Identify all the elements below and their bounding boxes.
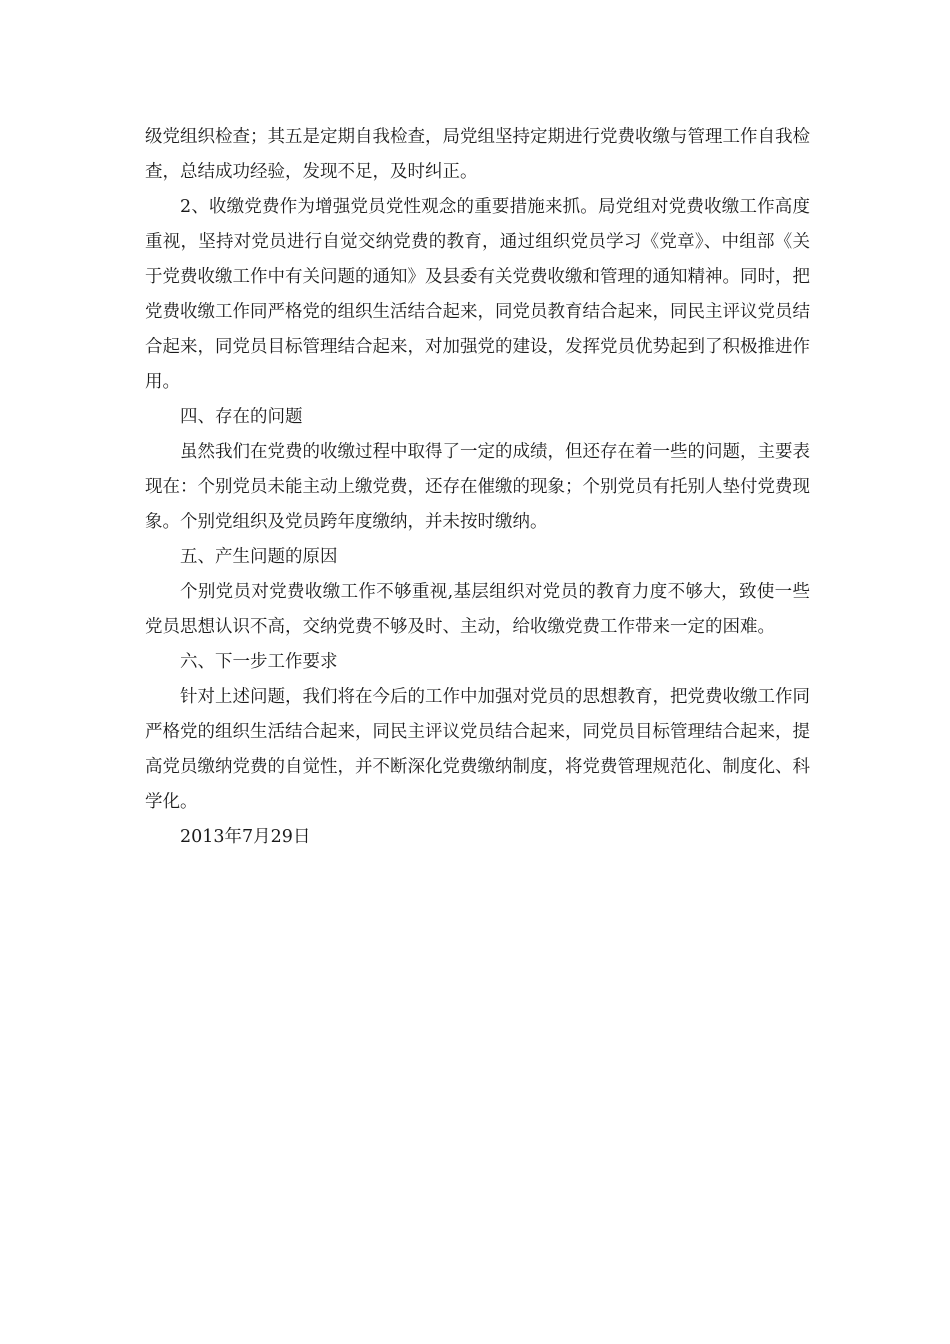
paragraph-problems: 虽然我们在党费的收缴过程中取得了一定的成绩，但还存在着一些的问题，主要表现在：个别党员未能主动上缴党费，还存在催缴的现象；个别党员有托别人垫付党费现象。个别党组织及党员跨年度缴纳，并未按时缴纳。 — [145, 442, 810, 532]
paragraph-next-steps: 针对上述问题，我们将在今后的工作中加强对党员的思想教育，把党费收缴工作同严格党的组织生活结合起来，同民主评议党员结合起来，同党员目标管理结合起来，提高党员缴纳党费的自觉性，并不断深化党费缴纳制度，将党费管理规范化、制度化、科学化。 — [145, 687, 810, 812]
paragraph-causes: 个别党员对党费收缴工作不够重视,基层组织对党员的教育力度不够大，致使一些党员思想认识不高，交纳党费不够及时、主动，给收缴党费工作带来一定的困难。 — [145, 582, 810, 637]
section-heading-next-steps: 六、下一步工作要求 — [180, 652, 338, 672]
paragraph-continuation: 级党组织检查；其五是定期自我检查，局党组坚持定期进行党费收缴与管理工作自我检查，总结成功经验，发现不足，及时纠正。 — [145, 127, 810, 182]
paragraph-item-2: 2、收缴党费作为增强党员党性观念的重要措施来抓。局党组对党费收缴工作高度重视，坚持对党员进行自觉交纳党费的教育，通过组织党员学习《党章》、中组部《关于党费收缴工作中有关问题的通知》及县委有关党费收缴和管理的通知精神。同时，把党费收缴工作同严格党的组织生活结合起来，同党员教育结合起来，同民主评议党员结合起来，同党员目标管理结合起来，对加强党的建设，发挥党员优势起到了积极推进作用。 — [145, 197, 810, 392]
section-heading-problems: 四、存在的问题 — [180, 407, 303, 427]
section-heading-causes: 五、产生问题的原因 — [180, 547, 338, 567]
document-date: 2013年7月29日 — [180, 827, 311, 847]
document-body — [145, 120, 810, 855]
